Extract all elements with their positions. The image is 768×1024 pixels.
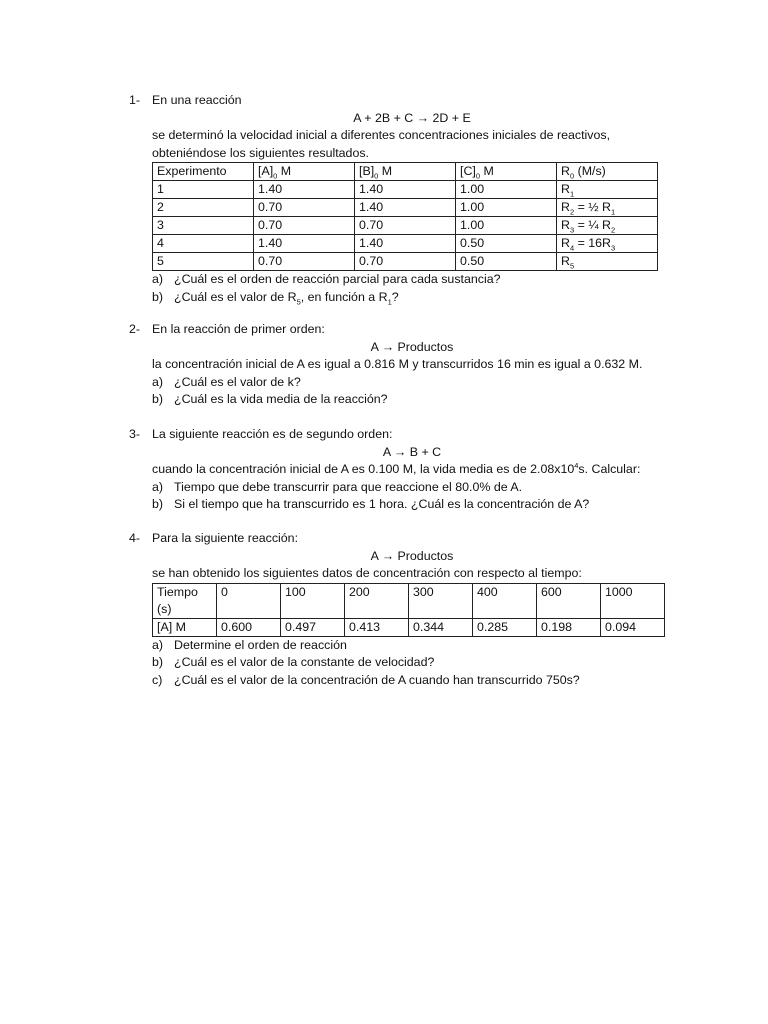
- question-item: [129, 374, 669, 392]
- table-row: [153, 217, 658, 235]
- question-text: Determine el orden de reacción: [174, 637, 347, 652]
- problem-intro: La siguiente reacción es de segundo orden:: [152, 427, 393, 441]
- table-cell: 600: [537, 583, 601, 618]
- table-cell: 0.094: [601, 618, 665, 636]
- question-letter: a): [152, 374, 164, 389]
- table-header-cell: Tiempo (s): [153, 583, 217, 618]
- table-row: [153, 199, 658, 217]
- table-cell: 1.40: [355, 181, 456, 199]
- rate-cell: $R_1$: [557, 181, 658, 199]
- question-letter: b): [152, 497, 164, 511]
- question-letter: c): [152, 672, 163, 687]
- table-cell: 1.00: [456, 181, 557, 199]
- table-cell: 0.50: [456, 253, 557, 271]
- table-cell: 0.50: [456, 235, 557, 253]
- table-cell: 1.00: [456, 199, 557, 217]
- question-item: [129, 271, 669, 289]
- question-item: [129, 391, 669, 409]
- table-cell: 0.70: [254, 199, 355, 217]
- table-cell: 1.00: [456, 217, 557, 235]
- rate-cell: $R_4 = 16R_3$: [557, 235, 658, 253]
- table-cell: 1.40: [355, 235, 456, 253]
- table-row: [153, 253, 658, 271]
- table-header-cell: $[A]_0$ M: [254, 163, 355, 181]
- table-cell: 1.40: [355, 199, 456, 217]
- table-cell: 300: [409, 583, 473, 618]
- table-cell: 0.70: [355, 217, 456, 235]
- rate-data-table: [152, 162, 658, 271]
- question-item: [129, 479, 669, 497]
- reaction-equation: A → Productos: [370, 339, 454, 354]
- table-cell: 2: [153, 199, 254, 217]
- problem-text: obteniéndose los siguientes resultados.: [152, 145, 369, 160]
- question-letter: a): [152, 272, 164, 286]
- table-cell: 0.413: [345, 618, 409, 636]
- problem-number: 3-: [129, 427, 141, 441]
- problem-intro: Para la siguiente reacción:: [152, 531, 299, 545]
- question-item: [129, 654, 669, 672]
- question-text: ¿Cuál es el valor de $R_5$, en función a $R_1$?: [174, 289, 399, 306]
- table-header-cell: [A] M: [153, 618, 217, 636]
- problem-number: 2-: [129, 322, 141, 336]
- table-cell: 0.497: [281, 618, 345, 636]
- question-letter: b): [152, 655, 164, 669]
- question-letter: b): [152, 392, 164, 406]
- question-item: [129, 637, 669, 655]
- problem-text: se determinó la velocidad inicial a diferentes concentraciones iniciales de reactivos,: [152, 128, 611, 142]
- rate-cell: $R_5$: [557, 253, 658, 271]
- table-cell: 0: [217, 583, 281, 618]
- table-row: [153, 618, 665, 636]
- table-cell: 0.198: [537, 618, 601, 636]
- table-cell: 1.40: [254, 235, 355, 253]
- problem-3: [129, 426, 669, 514]
- question-item: [129, 672, 669, 690]
- table-cell: 1000: [601, 583, 665, 618]
- question-text: ¿Cuál es el orden de reacción parcial para cada sustancia?: [174, 272, 501, 286]
- problem-text: la concentración inicial de A es igual a 0.816 M y transcurridos 16 min es igual a 0.632 M.: [152, 357, 643, 371]
- question-text: ¿Cuál es la vida media de la reacción?: [174, 392, 388, 406]
- table-cell: 3: [153, 217, 254, 235]
- problem-number: 4-: [129, 531, 141, 545]
- table-header-cell: Experimento: [153, 163, 254, 181]
- table-cell: 4: [153, 235, 254, 253]
- table-cell: 0.70: [355, 253, 456, 271]
- table-cell: 0.600: [217, 618, 281, 636]
- rate-cell: $R_3$ = ¼ $R_2$: [557, 217, 658, 235]
- question-letter: a): [152, 479, 164, 494]
- reaction-equation: A + 2B + C → 2D + E: [353, 110, 471, 125]
- problem-number: 1-: [129, 93, 141, 107]
- table-cell: 0.344: [409, 618, 473, 636]
- table-cell: 200: [345, 583, 409, 618]
- question-text: ¿Cuál es el valor de k?: [174, 374, 301, 389]
- question-text: ¿Cuál es el valor de la concentración de A cuando han transcurrido 750s?: [174, 672, 580, 687]
- problem-text: cuando la concentración inicial de A es 0.100 M, la vida media es de $2.08x10^4s$. Calcular:: [152, 460, 641, 476]
- table-cell: 0.70: [254, 217, 355, 235]
- table-cell: 0.70: [254, 253, 355, 271]
- table-cell: 400: [473, 583, 537, 618]
- table-cell: 1: [153, 181, 254, 199]
- table-row: [153, 583, 665, 618]
- table-cell: 0.285: [473, 618, 537, 636]
- question-letter: a): [152, 637, 164, 652]
- problem-4: [129, 530, 669, 689]
- problem-2: [129, 321, 669, 409]
- question-text: ¿Cuál es el valor de la constante de velocidad?: [174, 655, 435, 669]
- rate-cell: $R_2$ = ½ $R_1$: [557, 199, 658, 217]
- table-row: [153, 181, 658, 199]
- problem-text: se han obtenido los siguientes datos de concentración con respecto al tiempo:: [152, 566, 582, 580]
- reaction-equation: A → B + C: [382, 444, 442, 459]
- table-header-row: [153, 163, 658, 181]
- table-cell: 1.40: [254, 181, 355, 199]
- table-header-cell: $[C]_0$ M: [456, 163, 557, 181]
- question-text: Si el tiempo que ha transcurrido es 1 hora. ¿Cuál es la concentración de A?: [174, 497, 590, 511]
- question-letter: b): [152, 289, 164, 304]
- table-cell: 5: [153, 253, 254, 271]
- problem-intro: En una reacción: [152, 93, 242, 107]
- table-header-cell: $R_0$ (M/s): [557, 163, 658, 181]
- question-item: [129, 496, 669, 514]
- problem-1: [129, 92, 669, 306]
- reaction-equation: A → Productos: [370, 548, 454, 563]
- table-cell: 100: [281, 583, 345, 618]
- table-header-cell: $[B]_0$ M: [355, 163, 456, 181]
- table-row: [153, 235, 658, 253]
- problem-intro: En la reacción de primer orden:: [152, 322, 325, 336]
- question-item: [129, 289, 669, 307]
- concentration-time-table: [152, 583, 665, 637]
- question-text: Tiempo que debe transcurrir para que reaccione el 80.0% de A.: [174, 479, 523, 494]
